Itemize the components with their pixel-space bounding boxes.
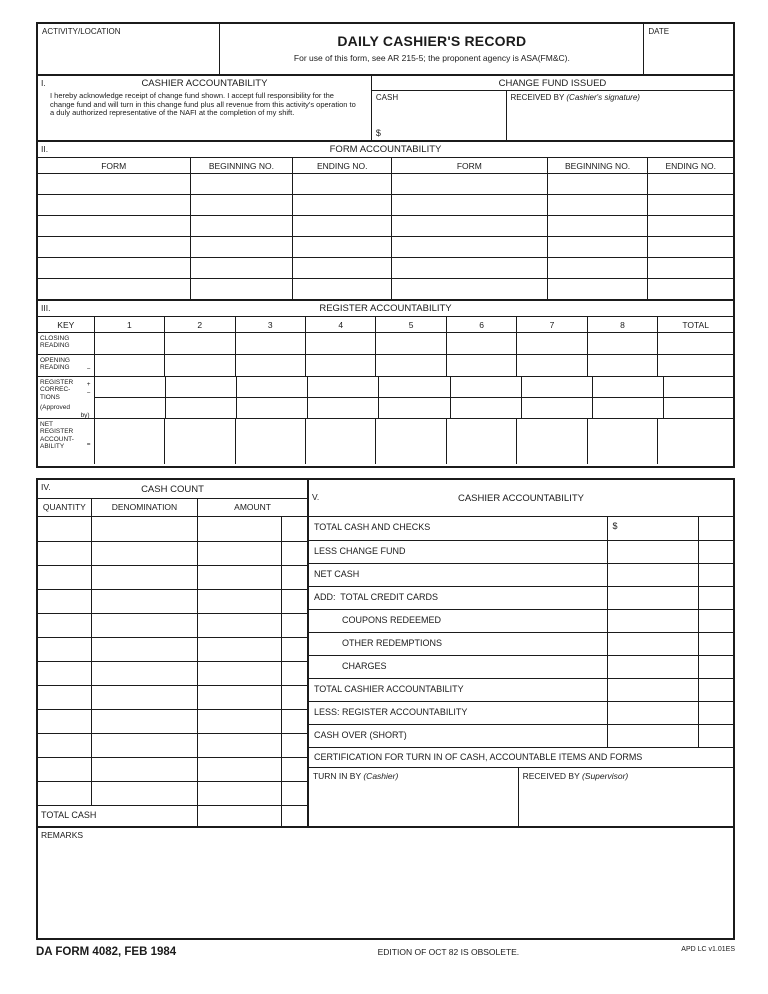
ending-no-cell[interactable] <box>647 237 733 257</box>
form-accountability-column-headers <box>38 157 733 173</box>
section-1-head <box>38 76 371 91</box>
register-cell[interactable] <box>446 355 516 376</box>
total-cell[interactable] <box>657 333 733 354</box>
section-4-head <box>38 480 307 498</box>
register-number-header: 6 <box>446 317 516 332</box>
column-header-beginning-no: BEGINNING NO. <box>190 158 293 173</box>
cash-count-table <box>38 517 307 826</box>
register-cell[interactable] <box>587 333 657 354</box>
date-label: DATE <box>648 27 670 36</box>
section-1-title: CASHIER ACCOUNTABILITY <box>141 78 268 89</box>
total-cell[interactable] <box>657 419 733 464</box>
section-3-title: REGISTER ACCOUNTABILITY <box>319 303 452 314</box>
denomination-cell[interactable] <box>91 638 198 661</box>
cashier-accountability-row <box>309 517 733 540</box>
cents-cell[interactable] <box>281 566 307 589</box>
ending-no-cell[interactable] <box>292 237 391 257</box>
table-row <box>38 257 733 278</box>
section-4-header-block <box>38 480 307 516</box>
table-row <box>38 173 733 194</box>
received-by-label: RECEIVED BY <box>522 771 582 781</box>
beginning-no-cell[interactable] <box>547 258 648 278</box>
closing-reading-row <box>38 332 733 354</box>
form-cell[interactable] <box>38 237 190 257</box>
section-1-cashier-accountability <box>38 74 733 140</box>
plus-sign: + <box>86 381 91 388</box>
amount-cell[interactable] <box>607 702 698 724</box>
row-label: TOTAL CASHIER ACCOUNTABILITY <box>313 684 464 694</box>
section-5-number: V. <box>311 492 320 502</box>
cash-count-row <box>38 517 307 541</box>
quantity-cell[interactable] <box>38 566 91 589</box>
form-cell[interactable] <box>391 174 547 194</box>
register-cell[interactable] <box>307 398 378 418</box>
register-cell[interactable] <box>307 377 378 397</box>
sections-4-5-headers <box>38 480 733 516</box>
closing-reading-cells <box>94 333 658 354</box>
date-field[interactable] <box>643 24 733 74</box>
amount-cell[interactable] <box>607 541 698 563</box>
quantity-cell[interactable] <box>38 638 91 661</box>
cash-count-row <box>38 781 307 805</box>
amount-cell[interactable] <box>197 734 281 757</box>
form-upper-box <box>36 22 735 468</box>
register-cell[interactable] <box>94 419 164 464</box>
ending-no-cell[interactable] <box>647 174 733 194</box>
quantity-cell[interactable] <box>38 686 91 709</box>
amount-cell[interactable] <box>197 710 281 733</box>
cash-count-row <box>38 709 307 733</box>
cents-cell[interactable] <box>698 633 733 655</box>
register-cell[interactable] <box>587 355 657 376</box>
register-cell[interactable] <box>94 398 165 418</box>
cashier-accountability-row <box>309 609 733 632</box>
register-number-header: 1 <box>94 317 164 332</box>
cash-count-row <box>38 565 307 589</box>
amount-cell[interactable] <box>197 566 281 589</box>
cash-count-rows <box>38 517 307 805</box>
amount-cell[interactable] <box>607 656 698 678</box>
cash-count-row <box>38 637 307 661</box>
acknowledgement-statement: I hereby acknowledge receipt of change fund shown. I accept full responsibility for the change fund and will turn in this change fund plus all revenue from this activity's operation to a duly authorized representative of the NAFI at the completion of my shift. <box>50 91 356 118</box>
cashier-accountability-row <box>309 701 733 724</box>
opening-reading-label: OPENING READING − <box>40 357 91 373</box>
cashier-accountability-row <box>309 655 733 678</box>
register-cell[interactable] <box>516 355 586 376</box>
section-3-number: III. <box>41 303 51 313</box>
register-cell[interactable] <box>378 398 449 418</box>
register-corrections-rows <box>38 376 733 418</box>
register-number-header: 8 <box>587 317 657 332</box>
denomination-cell[interactable] <box>91 662 198 685</box>
register-number-header: 7 <box>516 317 586 332</box>
register-number-header: 5 <box>375 317 445 332</box>
quantity-cell[interactable] <box>38 614 91 637</box>
section-4-title: CASH COUNT <box>141 483 204 495</box>
quantity-cell[interactable] <box>38 782 91 805</box>
row-label: ADD: TOTAL CREDIT CARDS <box>313 592 438 602</box>
cash-count-row <box>38 757 307 781</box>
cash-count-row <box>38 541 307 565</box>
section-2-title: FORM ACCOUNTABILITY <box>329 144 442 155</box>
total-cash-amount-cell[interactable] <box>197 806 281 826</box>
register-cell[interactable] <box>94 355 164 376</box>
register-cell[interactable] <box>521 398 592 418</box>
total-cell[interactable] <box>663 377 733 397</box>
denomination-cell[interactable] <box>91 590 198 613</box>
version-stamp: APD LC v1.01ES <box>681 946 735 953</box>
received-by-label: RECEIVED BY <box>510 93 567 102</box>
register-cell[interactable] <box>236 377 307 397</box>
cash-count-column-headers <box>38 498 307 516</box>
remarks-label: REMARKS <box>41 830 84 840</box>
quantity-cell[interactable] <box>38 542 91 565</box>
net-register-accountability-label: NET REGISTER ACCOUNT- ABILITY = <box>40 421 91 451</box>
form-number: DA FORM 4082, FEB 1984 <box>36 946 177 958</box>
row-label: LESS: REGISTER ACCOUNTABILITY <box>313 707 468 717</box>
register-cell[interactable] <box>305 333 375 354</box>
opening-reading-cells <box>94 355 658 376</box>
register-cell[interactable] <box>164 333 234 354</box>
minus-sign: − <box>86 390 91 397</box>
cashier-accountability-row <box>309 724 733 747</box>
cents-cell[interactable] <box>281 782 307 805</box>
register-number-header: 3 <box>235 317 305 332</box>
received-by-signature-field[interactable] <box>518 768 733 826</box>
amount-cell[interactable] <box>197 542 281 565</box>
register-corrections-label: REGISTER CORREC- TIONS + − (Approved by) <box>40 379 91 419</box>
register-cell[interactable] <box>165 398 236 418</box>
cents-cell[interactable] <box>698 679 733 701</box>
register-cell[interactable] <box>521 377 592 397</box>
cents-cell[interactable] <box>698 725 733 747</box>
amount-cell[interactable] <box>197 517 281 541</box>
register-cell[interactable] <box>450 377 521 397</box>
certification-row: CERTIFICATION FOR TURN IN OF CASH, ACCOUNTABLE ITEMS AND FORMS <box>309 747 733 767</box>
corrections-subrow <box>94 377 733 397</box>
form-lower-box <box>36 478 735 940</box>
form-cell[interactable] <box>38 195 190 215</box>
column-header-form: FORM <box>101 161 127 171</box>
corrections-subrow <box>94 397 733 418</box>
section-5-title: CASHIER ACCOUNTABILITY <box>457 492 584 504</box>
cents-cell[interactable] <box>698 656 733 678</box>
cash-count-row <box>38 613 307 637</box>
form-cell[interactable] <box>38 216 190 236</box>
form-cell[interactable] <box>38 174 190 194</box>
total-column-header: TOTAL <box>657 317 733 332</box>
denomination-cell[interactable] <box>91 734 198 757</box>
cashier-signature-field[interactable] <box>506 91 734 140</box>
beginning-no-cell[interactable] <box>190 174 293 194</box>
table-row <box>38 236 733 257</box>
cashier-accountability-table <box>307 517 733 826</box>
equals-sign: = <box>86 440 91 448</box>
register-cell[interactable] <box>516 333 586 354</box>
register-cell[interactable] <box>446 333 516 354</box>
total-cell[interactable] <box>663 398 733 418</box>
beginning-no-cell[interactable] <box>190 195 293 215</box>
closing-reading-label: CLOSING READING <box>40 335 70 350</box>
amount-cell[interactable] <box>607 633 698 655</box>
change-fund-issued-block <box>371 76 733 140</box>
received-by-note: (Supervisor) <box>581 771 629 781</box>
cash-count-row <box>38 685 307 709</box>
quantity-cell[interactable] <box>38 590 91 613</box>
form-accountability-rows <box>38 173 733 299</box>
quantity-cell[interactable] <box>38 662 91 685</box>
total-cash-row <box>38 805 307 826</box>
amount-cell[interactable] <box>197 638 281 661</box>
form-header <box>38 24 733 74</box>
register-number-header: 2 <box>164 317 234 332</box>
row-label: CHARGES <box>341 661 387 671</box>
beginning-no-cell[interactable] <box>190 216 293 236</box>
row-label: COUPONS REDEEMED <box>341 615 441 625</box>
register-cell[interactable] <box>305 355 375 376</box>
amount-cell[interactable] <box>607 610 698 632</box>
turn-in-by-signature-field[interactable] <box>309 768 518 826</box>
section-1-number: I. <box>41 78 46 88</box>
cents-cell[interactable] <box>281 710 307 733</box>
amount-cell[interactable] <box>607 587 698 609</box>
cashier-accountability-row <box>309 563 733 586</box>
column-header-denomination: DENOMINATION <box>91 499 198 516</box>
cash-count-row <box>38 589 307 613</box>
cashier-accountability-row <box>309 632 733 655</box>
amount-cell[interactable] <box>197 662 281 685</box>
form-footer <box>36 946 735 958</box>
column-header-quantity: QUANTITY <box>42 502 86 512</box>
remarks-field[interactable] <box>38 826 733 938</box>
column-header-ending-no: ENDING NO. <box>292 158 391 173</box>
ending-no-cell[interactable] <box>292 216 391 236</box>
key-column-header: KEY <box>57 320 75 330</box>
section-5-header-block <box>307 480 733 516</box>
cash-amount-field[interactable] <box>372 91 506 140</box>
cents-cell[interactable] <box>281 638 307 661</box>
cents-cell[interactable] <box>281 542 307 565</box>
column-header-form: FORM <box>391 158 547 173</box>
denomination-cell[interactable] <box>91 517 198 541</box>
column-header-beginning-no: BEGINNING NO. <box>547 158 648 173</box>
beginning-no-cell[interactable] <box>190 258 293 278</box>
cents-cell[interactable] <box>281 614 307 637</box>
form-cell[interactable] <box>391 216 547 236</box>
quantity-cell[interactable] <box>38 517 91 541</box>
opening-reading-row <box>38 354 733 376</box>
register-cell[interactable] <box>235 333 305 354</box>
dollar-sign: $ <box>612 521 618 531</box>
register-number-headers <box>94 317 658 332</box>
amount-cell[interactable] <box>607 517 698 540</box>
section-2-head <box>38 140 733 157</box>
form-cell[interactable] <box>391 195 547 215</box>
quantity-cell[interactable] <box>38 734 91 757</box>
register-cell[interactable] <box>236 398 307 418</box>
activity-location-field[interactable] <box>38 24 219 74</box>
register-cell[interactable] <box>94 377 165 397</box>
register-cell[interactable] <box>235 419 305 464</box>
table-row <box>38 215 733 236</box>
register-cell[interactable] <box>165 377 236 397</box>
cash-count-row <box>38 661 307 685</box>
cashier-statement-block <box>38 76 371 140</box>
beginning-no-cell[interactable] <box>547 279 648 299</box>
denomination-cell[interactable] <box>91 758 198 781</box>
cents-cell[interactable] <box>281 734 307 757</box>
register-cell[interactable] <box>94 333 164 354</box>
net-register-accountability-row <box>38 418 733 464</box>
beginning-no-cell[interactable] <box>190 279 293 299</box>
register-cell[interactable] <box>375 333 445 354</box>
cashier-accountability-row <box>309 586 733 609</box>
change-fund-title: CHANGE FUND ISSUED <box>498 77 607 89</box>
amount-cell[interactable] <box>197 758 281 781</box>
cashier-accountability-rows <box>309 517 733 747</box>
column-header-amount: AMOUNT <box>197 499 307 516</box>
ending-no-cell[interactable] <box>647 216 733 236</box>
amount-cell[interactable] <box>607 564 698 586</box>
change-fund-head <box>372 76 733 91</box>
ending-no-cell[interactable] <box>292 258 391 278</box>
denomination-cell[interactable] <box>91 710 198 733</box>
cents-cell[interactable] <box>698 702 733 724</box>
denomination-cell[interactable] <box>91 686 198 709</box>
cash-label: CASH <box>375 93 399 102</box>
change-fund-body <box>372 91 733 140</box>
register-cell[interactable] <box>235 355 305 376</box>
ending-no-cell[interactable] <box>647 258 733 278</box>
register-cell[interactable] <box>587 419 657 464</box>
beginning-no-cell[interactable] <box>547 174 648 194</box>
cashier-accountability-row <box>309 678 733 701</box>
amount-cell[interactable] <box>197 686 281 709</box>
table-row <box>38 278 733 299</box>
register-cell[interactable] <box>305 419 375 464</box>
form-cell[interactable] <box>38 279 190 299</box>
register-cell[interactable] <box>450 398 521 418</box>
cents-cell[interactable] <box>698 541 733 563</box>
amount-cell[interactable] <box>607 725 698 747</box>
form-title: DAILY CASHIER'S RECORD <box>337 33 527 49</box>
table-row <box>38 194 733 215</box>
amount-cell[interactable] <box>197 590 281 613</box>
total-cash-cents-cell[interactable] <box>281 806 307 826</box>
title-block <box>219 24 643 74</box>
minus-sign: − <box>86 365 91 373</box>
dollar-sign: $ <box>375 128 381 138</box>
amount-cell[interactable] <box>197 614 281 637</box>
total-cash-label: TOTAL CASH <box>41 810 97 820</box>
beginning-no-cell[interactable] <box>547 195 648 215</box>
row-label: OTHER REDEMPTIONS <box>341 638 442 648</box>
turn-in-by-note: (Cashier) <box>363 771 399 781</box>
row-label: NET CASH <box>313 569 360 579</box>
sections-4-5-body <box>38 516 733 826</box>
cents-cell[interactable] <box>281 662 307 685</box>
register-cell[interactable] <box>375 419 445 464</box>
row-label: LESS CHANGE FUND <box>313 546 406 556</box>
form-cell[interactable] <box>391 237 547 257</box>
section-2-number: II. <box>41 144 49 154</box>
register-cell[interactable] <box>164 355 234 376</box>
register-cell[interactable] <box>516 419 586 464</box>
form-subtitle: For use of this form, see AR 215-5; the proponent agency is ASA(FM&C). <box>293 53 570 63</box>
cents-cell[interactable] <box>281 686 307 709</box>
register-cell[interactable] <box>592 377 663 397</box>
beginning-no-cell[interactable] <box>547 216 648 236</box>
denomination-cell[interactable] <box>91 614 198 637</box>
cents-cell[interactable] <box>281 758 307 781</box>
cash-count-row <box>38 733 307 757</box>
amount-cell[interactable] <box>607 679 698 701</box>
cents-cell[interactable] <box>281 517 307 541</box>
register-corrections-cells <box>94 377 733 418</box>
quantity-cell[interactable] <box>38 710 91 733</box>
total-cell[interactable] <box>657 355 733 376</box>
ending-no-cell[interactable] <box>292 195 391 215</box>
ending-no-cell[interactable] <box>647 195 733 215</box>
register-number-header: 4 <box>305 317 375 332</box>
denomination-cell[interactable] <box>91 542 198 565</box>
register-cell[interactable] <box>164 419 234 464</box>
edition-note: EDITION OF OCT 82 IS OBSOLETE. <box>377 947 520 957</box>
section-3-head <box>38 299 733 316</box>
form-cell[interactable] <box>391 258 547 278</box>
beginning-no-cell[interactable] <box>190 237 293 257</box>
cents-cell[interactable] <box>281 590 307 613</box>
cents-cell[interactable] <box>698 517 733 540</box>
cents-cell[interactable] <box>698 587 733 609</box>
quantity-cell[interactable] <box>38 758 91 781</box>
denomination-cell[interactable] <box>91 566 198 589</box>
register-cell[interactable] <box>446 419 516 464</box>
received-by-note: (Cashier's signature) <box>566 93 640 102</box>
approved-by-label: (Approved by) <box>40 404 90 419</box>
column-header-ending-no: ENDING NO. <box>647 158 733 173</box>
section-4-number: IV. <box>41 482 51 492</box>
ending-no-cell[interactable] <box>292 279 391 299</box>
register-cell[interactable] <box>378 377 449 397</box>
cashier-accountability-row <box>309 540 733 563</box>
form-cell[interactable] <box>38 258 190 278</box>
turn-in-by-label: TURN IN BY <box>312 771 364 781</box>
register-cell[interactable] <box>592 398 663 418</box>
signature-row <box>309 767 733 826</box>
denomination-cell[interactable] <box>91 782 198 805</box>
register-cell[interactable] <box>375 355 445 376</box>
amount-cell[interactable] <box>197 782 281 805</box>
ending-no-cell[interactable] <box>647 279 733 299</box>
net-register-cells <box>94 419 658 464</box>
ending-no-cell[interactable] <box>292 174 391 194</box>
activity-location-label: ACTIVITY/LOCATION <box>42 27 121 36</box>
row-label: CASH OVER (SHORT) <box>313 730 407 740</box>
beginning-no-cell[interactable] <box>547 237 648 257</box>
form-cell[interactable] <box>391 279 547 299</box>
section-5-head <box>309 480 733 516</box>
register-column-headers <box>38 316 733 332</box>
row-label: TOTAL CASH AND CHECKS <box>313 522 431 532</box>
cents-cell[interactable] <box>698 564 733 586</box>
cents-cell[interactable] <box>698 610 733 632</box>
